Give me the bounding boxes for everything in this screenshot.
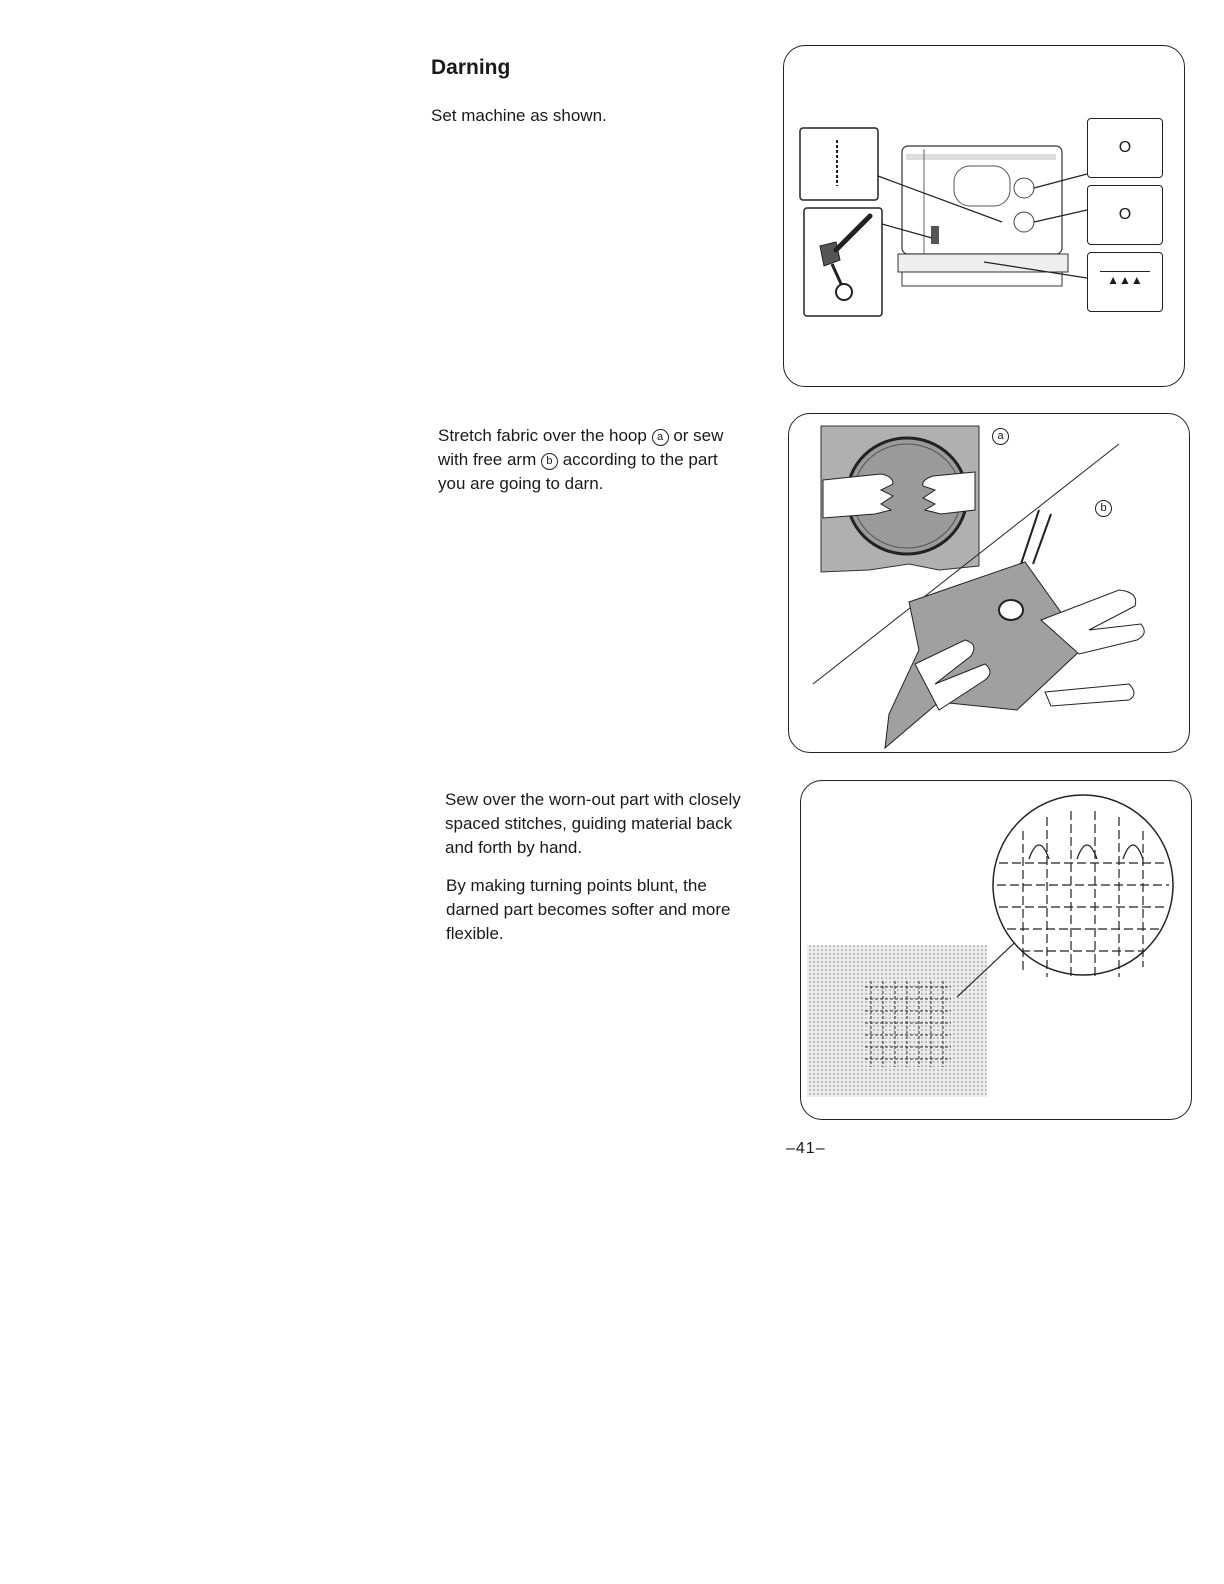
machine-settings-figure bbox=[783, 45, 1185, 387]
step-1-text: Set machine as shown. bbox=[431, 106, 607, 125]
feed-dog-icon: ▲▲▲ bbox=[1107, 273, 1143, 287]
darning-stitch-illustration bbox=[801, 781, 1191, 1119]
section-title: Darning bbox=[431, 56, 511, 79]
hoop-free-arm-figure bbox=[788, 413, 1190, 753]
hoop-and-free-arm-illustration bbox=[789, 414, 1189, 752]
stitch-length-setting: O bbox=[1087, 185, 1163, 245]
step-2-text-part2: or sew with free arm bbox=[438, 426, 724, 469]
feed-dog-setting bbox=[1087, 252, 1163, 312]
right-hand bbox=[923, 472, 975, 514]
darning-foot bbox=[999, 600, 1023, 620]
fabric-swatch bbox=[807, 945, 987, 1097]
free-arm-fabric bbox=[885, 562, 1085, 748]
stitch-pattern-box bbox=[800, 128, 878, 200]
marker-b: b bbox=[541, 453, 558, 470]
stitch-width-setting: O bbox=[1087, 118, 1163, 178]
page-number: –41– bbox=[786, 1140, 826, 1157]
figure-label-a: a bbox=[992, 428, 1009, 445]
marker-a: a bbox=[652, 429, 669, 446]
figure-label-b: b bbox=[1095, 500, 1112, 517]
step-3-text: Sew over the worn-out part with closely spaced stitches, guiding material back and forth by hand. bbox=[445, 790, 741, 857]
step-2-text-part1: Stretch fabric over the hoop bbox=[438, 426, 647, 445]
step-2-text-part3: according to the part you are going to darn. bbox=[438, 450, 718, 493]
left-hand bbox=[823, 474, 893, 518]
step-2-text bbox=[438, 424, 738, 496]
step-4-text: By making turning points blunt, the darned part becomes softer and more flexible. bbox=[446, 876, 731, 943]
darning-stitch-figure bbox=[800, 780, 1192, 1120]
